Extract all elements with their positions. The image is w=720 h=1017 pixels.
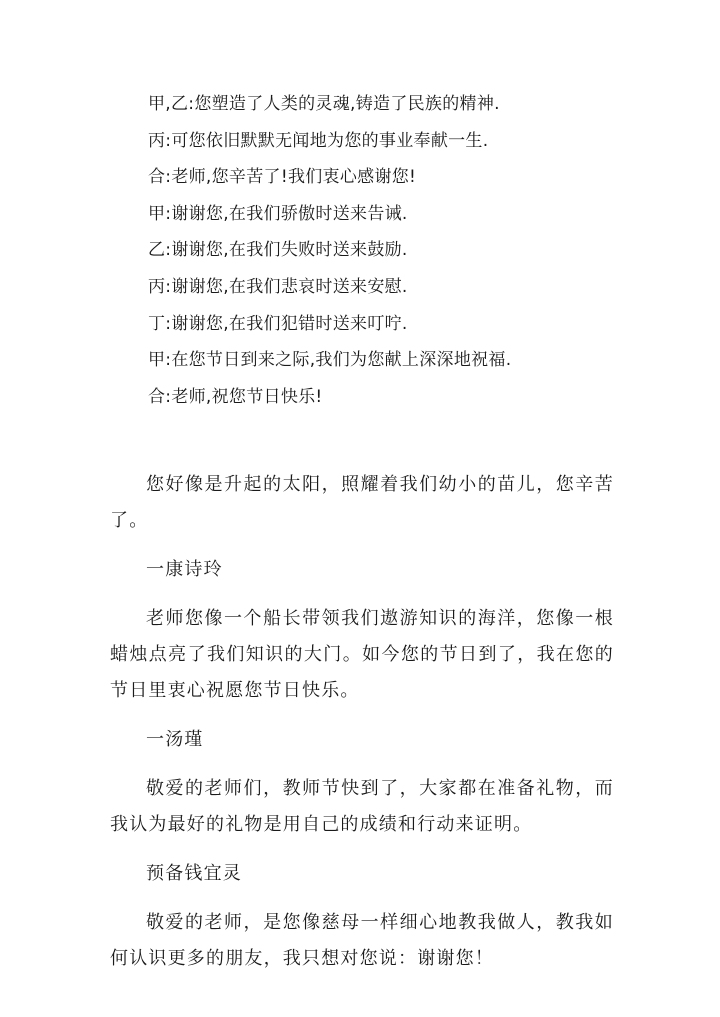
dialogue-line: 甲:在您节日到来之际,我们为您献上深深地祝福. (148, 350, 512, 371)
dialogue-line: 乙:谢谢您,在我们失败时送来鼓励. (148, 240, 408, 261)
message-text: 敬爱的老师们，教师节快到了，大家都在准备礼物，而我认为最好的礼物是用自己的成绩和行动来证明。 (110, 778, 614, 835)
dialogue-line: 丙:可您依旧默默无闻地为您的事业奉献一生. (148, 130, 489, 151)
message-text: 老师您像一个船长带领我们遨游知识的海洋，您像一根蜡烛点亮了我们知识的大门。如今您的节日到了，我在您的节日里衷心祝愿您节日快乐。 (110, 608, 614, 701)
dialogue-line: 丁:谢谢您,在我们犯错时送来叮咛. (148, 313, 408, 334)
dialogue-line: 甲,乙:您塑造了人类的灵魂,铸造了民族的精神. (148, 94, 500, 114)
dialogue-line: 合:老师,祝您节日快乐! (148, 386, 323, 407)
dialogue-section (148, 86, 628, 415)
messages-section (110, 467, 614, 990)
dialogue-line: 丙:谢谢您,在我们悲哀时送来安慰. (148, 276, 408, 297)
message-author: 一汤瑾 (146, 729, 204, 750)
message-text: 您好像是升起的太阳，照耀着我们幼小的苗儿，您辛苦了。 (110, 474, 614, 531)
message-text: 敬爱的老师，是您像慈母一样细心地教我做人，教我如何认识更多的朋友，我只想对您说：谢谢您！ (110, 912, 614, 969)
dialogue-line: 合:老师,您辛苦了!我们衷心感谢您! (148, 167, 417, 188)
message-author: 预备钱宜灵 (146, 863, 242, 884)
message-author: 一康诗玲 (146, 559, 223, 580)
dialogue-line: 甲:谢谢您,在我们骄傲时送来告诫. (148, 203, 408, 224)
